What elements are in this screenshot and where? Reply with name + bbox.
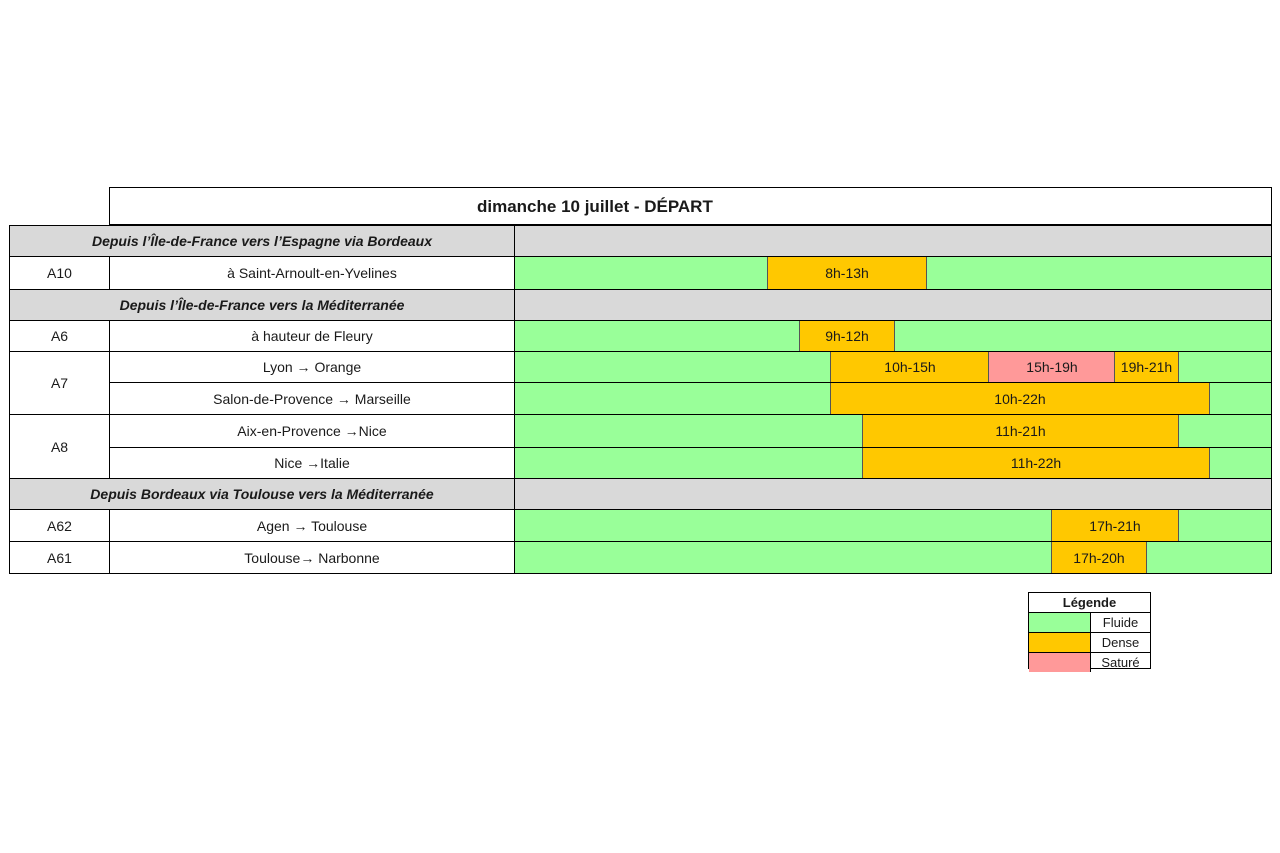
legend-swatch: [1029, 653, 1091, 672]
period-bar-dense: 17h-21h: [1051, 510, 1179, 541]
section-header-bar: [514, 478, 1272, 510]
section-header-espagne: Depuis l’Île-de-France vers l’Espagne via Bordeaux: [9, 225, 515, 257]
legend-item-fluide: [1029, 613, 1150, 633]
road-cell-a62: A62: [9, 509, 110, 542]
timeline-row: [514, 351, 1272, 383]
timeline-row: [514, 320, 1272, 352]
segment-cell: Toulouse→ Narbonne: [109, 541, 515, 574]
period-bar-sature: 15h-19h: [988, 352, 1116, 382]
period-bar-dense: 9h-12h: [799, 321, 895, 351]
segment-cell: Salon-de-Provence → Marseille: [109, 382, 515, 415]
legend-title: Légende: [1029, 593, 1150, 613]
section-header-toulouse: Depuis Bordeaux via Toulouse vers la Méditerranée: [9, 478, 515, 510]
period-bar-dense: 11h-21h: [862, 415, 1179, 447]
road-cell-a10: A10: [9, 256, 110, 290]
section-header-mediterranee: Depuis l’Île-de-France vers la Méditerranée: [9, 289, 515, 321]
section-header-bar: [514, 225, 1272, 257]
road-cell-a7: A7: [9, 351, 110, 415]
period-bar-dense: 10h-15h: [830, 352, 990, 382]
road-cell-a61: A61: [9, 541, 110, 574]
segment-cell: Lyon → Orange: [109, 351, 515, 383]
timeline-row: [514, 256, 1272, 290]
legend-swatch: [1029, 633, 1091, 652]
legend-label: Fluide: [1102, 615, 1139, 630]
period-bar-dense: 8h-13h: [767, 257, 927, 289]
period-bar-dense: 19h-21h: [1114, 352, 1179, 382]
legend-item-sature: [1029, 653, 1150, 672]
road-cell-a6: A6: [9, 320, 110, 352]
legend-swatch: [1029, 613, 1091, 632]
period-bar-dense: 17h-20h: [1051, 542, 1147, 573]
segment-cell: à hauteur de Fleury: [109, 320, 515, 352]
timeline-row: [514, 382, 1272, 415]
period-bar-dense: 11h-22h: [862, 448, 1210, 478]
section-header-bar: [514, 289, 1272, 321]
legend: [1028, 592, 1151, 669]
timeline-row: [514, 447, 1272, 479]
legend-label: Saturé: [1101, 655, 1140, 670]
legend-item-dense: [1029, 633, 1150, 653]
segment-cell: Agen → Toulouse: [109, 509, 515, 542]
table-title: dimanche 10 juillet - DÉPART: [109, 187, 1272, 225]
timeline-row: [514, 414, 1272, 448]
period-bar-dense: 10h-22h: [830, 383, 1210, 414]
road-cell-a8: A8: [9, 414, 110, 479]
segment-cell: Nice →Italie: [109, 447, 515, 479]
timeline-row: [514, 541, 1272, 574]
timeline-row: [514, 509, 1272, 542]
segment-cell: Aix-en-Provence →Nice: [109, 414, 515, 448]
segment-cell: à Saint-Arnoult-en-Yvelines: [109, 256, 515, 290]
legend-label: Dense: [1101, 635, 1140, 650]
